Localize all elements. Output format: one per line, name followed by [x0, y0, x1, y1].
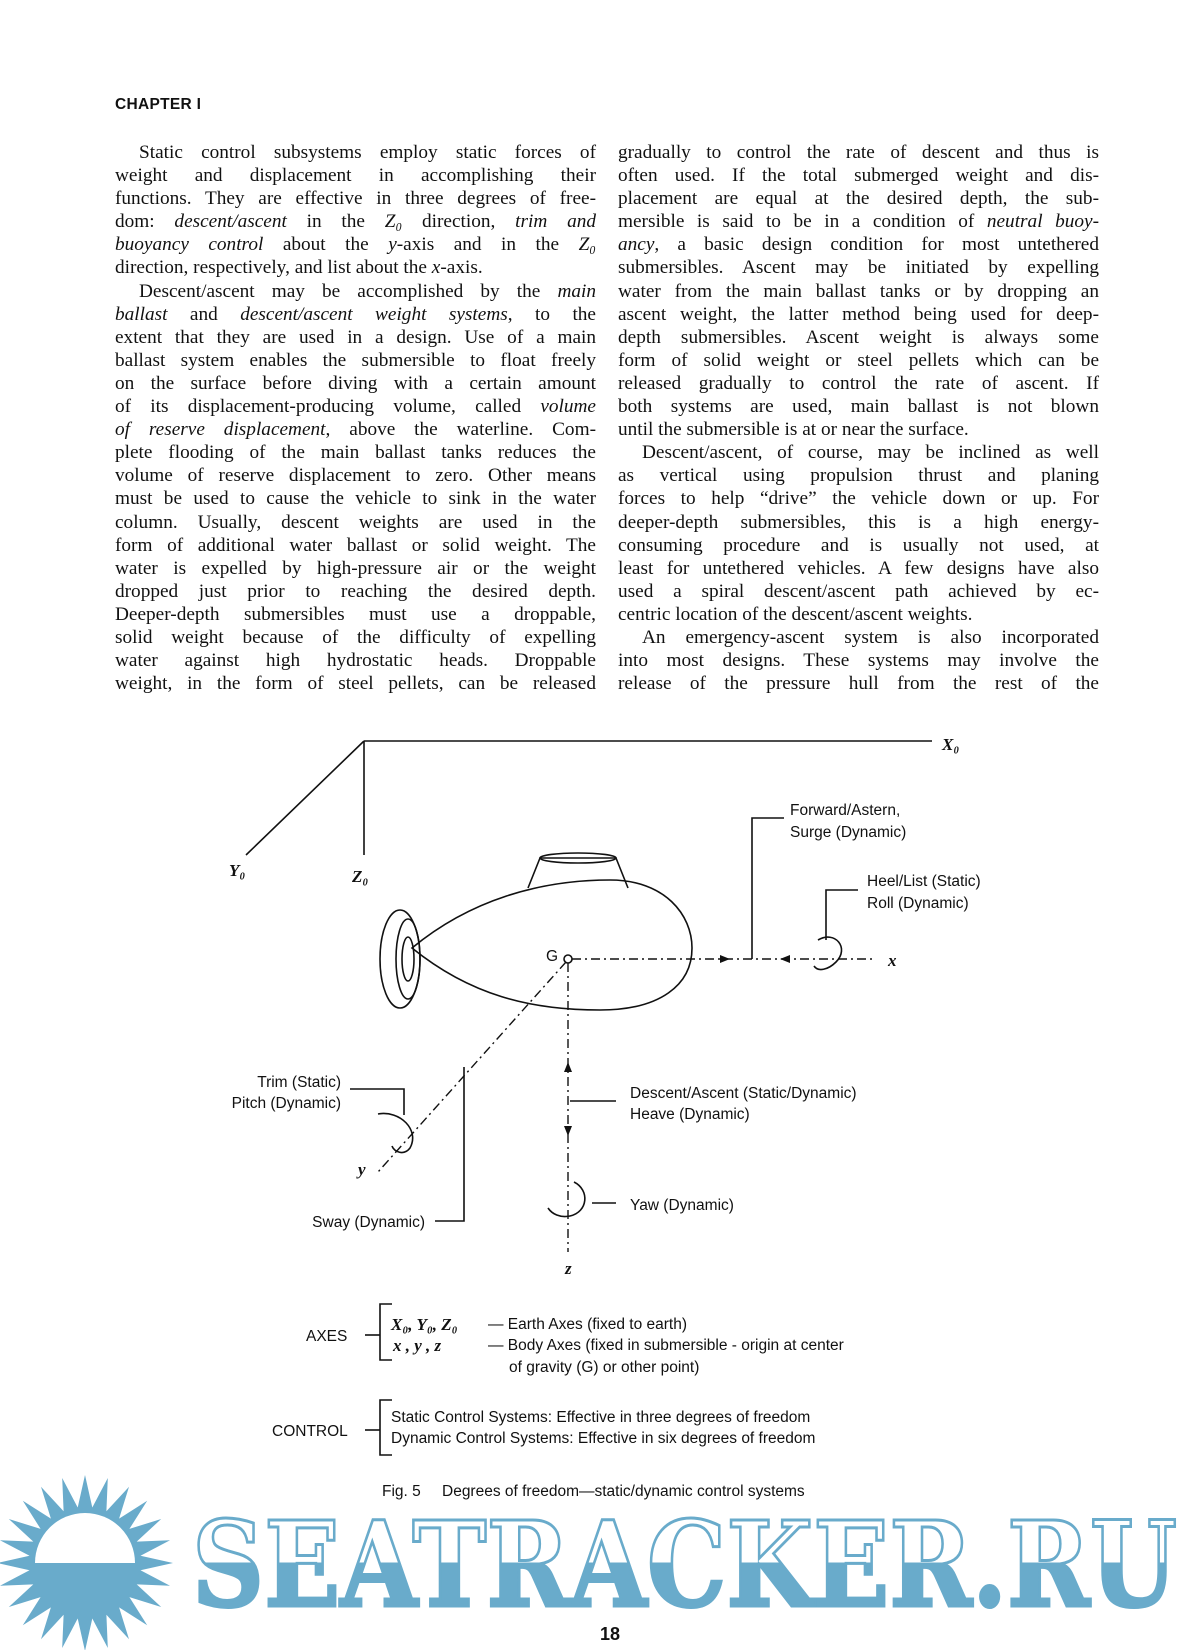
body-axes-symbols: x , y , z — [393, 1336, 442, 1355]
chapter-heading: CHAPTER I — [115, 96, 202, 113]
italic-term: y — [388, 234, 397, 256]
text-line: form of solid weight or steel pellets which can be — [618, 349, 1099, 371]
trim-label-1: Trim (Static) — [257, 1074, 341, 1091]
text-line: forces to help “drive” the vehicle down or up. For — [618, 488, 1099, 510]
text-line: depth submersibles. Ascent weight is always some — [618, 326, 1099, 348]
propeller-hub — [402, 937, 414, 981]
text-line: Descent/ascent, of course, may be inclined as well — [642, 442, 1099, 464]
descent-label-2: Heave (Dynamic) — [630, 1106, 750, 1123]
earth-axes-description: — Earth Axes (fixed to earth) — [488, 1316, 688, 1333]
italic-term: neutral buoy- — [986, 211, 1100, 233]
heel-label-1: Heel/List (Static) — [867, 873, 981, 890]
text-line: column. Usually, descent weights are used in the — [115, 511, 596, 533]
italic-term: ancy — [618, 234, 655, 256]
descent-label-1: Descent/Ascent (Static/Dynamic) — [630, 1085, 857, 1102]
italic-term: descent/ascent weight systems — [240, 303, 508, 325]
sun-logo-icon — [0, 1475, 173, 1650]
x0-label: X₀ — [942, 735, 960, 754]
axes-legend-label: AXES — [306, 1328, 348, 1345]
text-line: deeper-depth submersibles, this is a high energy- — [618, 511, 1099, 533]
y-label: y — [358, 1160, 366, 1179]
roll-arrow-icon — [814, 937, 842, 969]
sway-label: Sway (Dynamic) — [312, 1214, 425, 1231]
text-line: extent that they are used in a design. Use of a main — [115, 326, 596, 348]
sway-callout-bracket — [435, 1067, 464, 1221]
text-line: solid weight because of the difficulty of expelling — [115, 626, 596, 648]
forward-callout-bracket — [752, 818, 784, 959]
italic-term: x — [431, 257, 441, 279]
g-label: G — [546, 948, 559, 965]
italic-term: trim and — [515, 211, 596, 233]
heel-label-2: Roll (Dynamic) — [867, 895, 969, 912]
hull-outline — [412, 880, 692, 1010]
y0-label: Y₀ — [229, 861, 246, 880]
text-line: used a spiral descent/ascent path achieved by ec- — [618, 580, 1099, 602]
text-line: ballast and descent/ascent weight systems, to the — [115, 303, 596, 325]
text-line: form of additional water ballast or solid weight. The — [115, 534, 596, 556]
page-number: 18 — [600, 1624, 621, 1644]
y-body-axis — [378, 962, 566, 1172]
text-line: consuming procedure and is usually not used, at — [618, 534, 1099, 556]
text-line: weight and displacement in accomplishing their — [115, 165, 596, 187]
figure-caption-number: Fig. 5 — [382, 1483, 421, 1500]
text-line: Descent/ascent may be accomplished by the main — [139, 280, 596, 302]
text-line: buoyancy control about the y-axis and in the Z₀ — [115, 234, 596, 256]
submersible-drawing — [380, 853, 692, 1010]
text-line: on the surface before diving with a certain amount — [115, 372, 596, 394]
text-line: dom: descent/ascent in the Z₀ direction, trim and — [115, 211, 596, 233]
text-line: water from the main ballast tanks or by dropping an — [618, 280, 1099, 302]
trim-label-2: Pitch (Dynamic) — [231, 1095, 341, 1112]
italic-term: descent/ascent — [174, 211, 287, 233]
z-label: z — [565, 1259, 572, 1278]
italic-term: Z₀ — [384, 211, 403, 233]
static-control-description: Static Control Systems: Effective in three degrees of freedom — [391, 1409, 811, 1426]
text-line: direction, respectively, and list about the x-axis. — [115, 257, 483, 279]
text-line: of its displacement-producing volume, called volume — [115, 396, 596, 418]
text-line: weight, in the form of steel pellets, can be released — [115, 673, 596, 695]
text-line: into most designs. These systems may involve the — [618, 650, 1099, 672]
text-line: water against high hydrostatic heads. Droppable — [115, 650, 596, 672]
text-line: ancy, a basic design condition for most untethered — [618, 234, 1099, 256]
italic-term: main — [557, 280, 596, 302]
text-line: release of the pressure hull from the rest of the — [618, 673, 1099, 695]
text-line: must be used to cause the vehicle to sink in the water — [115, 488, 596, 510]
text-line: ballast system enables the submersible to float freely — [115, 349, 596, 371]
italic-term: volume — [540, 396, 596, 418]
text-line: as vertical using propulsion thrust and planing — [618, 465, 1099, 487]
earth-axes-symbols: X₀, Y₀, Z₀ — [391, 1315, 458, 1334]
text-line: plete flooding of the main ballast tanks reduces the — [115, 442, 596, 464]
dynamic-control-description: Dynamic Control Systems: Effective in six degrees of freedom — [391, 1430, 816, 1447]
text-line: gradually to control the rate of descent and thus is — [618, 142, 1099, 163]
center-of-gravity-marker — [564, 955, 572, 963]
text-line: functions. They are effective in three degrees of free- — [115, 188, 596, 210]
text-line: submersibles. Ascent may be initiated by expelling — [618, 257, 1099, 279]
text-line: until the submersible is at or near the surface. — [618, 419, 969, 441]
italic-term: Z₀ — [578, 234, 596, 256]
italic-term: ballast — [115, 303, 168, 325]
yaw-label: Yaw (Dynamic) — [630, 1197, 734, 1214]
text-line: ascent weight, the latter method being used for deep- — [618, 303, 1099, 325]
text-line: least for untethered vehicles. A few designs have also — [618, 557, 1099, 579]
text-line: water is expelled by high-pressure air or the weight — [115, 557, 596, 579]
control-legend-label: CONTROL — [272, 1423, 348, 1440]
forward-label-1: Forward/Astern, — [790, 802, 901, 819]
body-axes-description-2: of gravity (G) or other point) — [509, 1359, 700, 1376]
pitch-arrow-icon — [378, 1113, 413, 1152]
text-line: often used. If the total submerged weight and dis- — [618, 165, 1099, 187]
text-line: placement are equal at the desired depth, the sub- — [618, 188, 1099, 210]
propeller-inner — [396, 919, 420, 999]
yaw-arrow-icon — [548, 1182, 585, 1217]
text-line: both systems are used, main ballast is not blown — [618, 396, 1099, 418]
text-line: mersible is said to be in a condition of neutral buoy- — [618, 211, 1100, 233]
watermark-lettering: SEATRACKER.RU — [192, 1495, 1177, 1634]
y0-axis-line — [246, 741, 364, 855]
italic-term: of reserve displacement — [115, 419, 326, 441]
figure-caption-text: Degrees of freedom—static/dynamic control systems — [442, 1483, 805, 1500]
z0-label: Z₀ — [352, 867, 369, 886]
watermark-logo — [0, 1475, 1177, 1650]
text-line: released gradually to control the rate of ascent. If — [618, 372, 1099, 394]
body-axes-description-1: — Body Axes (fixed in submersible - origin at center — [488, 1337, 844, 1354]
italic-term: buoyancy control — [115, 234, 264, 256]
trim-callout-bracket — [350, 1089, 404, 1115]
text-line: centric location of the descent/ascent weights. — [618, 603, 973, 625]
heel-callout-bracket — [826, 890, 858, 940]
text-line: volume of reserve displacement to zero. Other means — [115, 465, 596, 487]
text-line: Deeper-depth submersibles must use a droppable, — [115, 603, 596, 625]
text-line: of reserve displacement, above the waterline. Com- — [115, 419, 596, 441]
text-line: Static control subsystems employ static forces of — [139, 142, 596, 163]
forward-label-2: Surge (Dynamic) — [790, 824, 907, 841]
x-label: x — [888, 951, 897, 970]
text-line: An emergency-ascent system is also incorporated — [642, 626, 1099, 648]
text-line: dropped just prior to reaching the desired depth. — [115, 580, 596, 602]
